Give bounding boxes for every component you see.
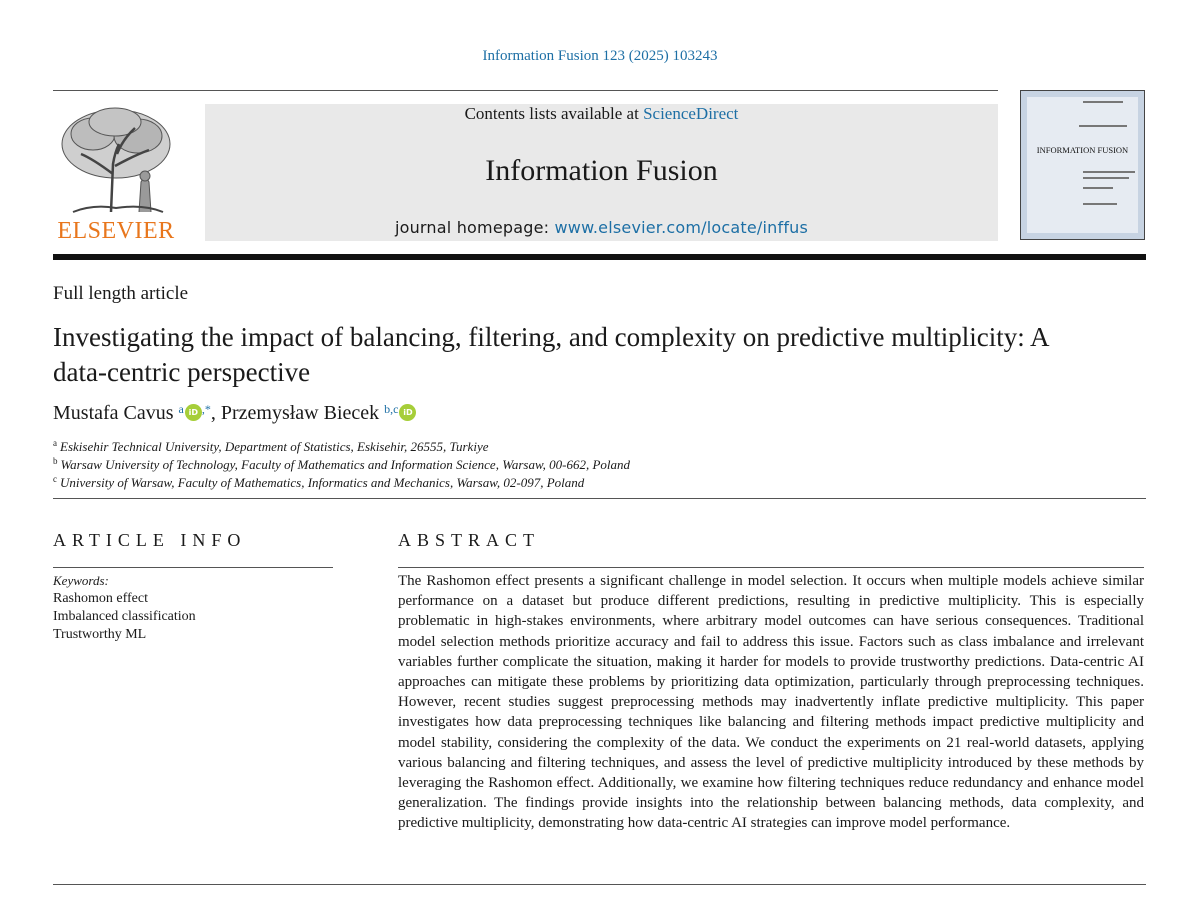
- keyword-item: Trustworthy ML: [53, 627, 147, 642]
- orcid-icon[interactable]: iD: [399, 404, 416, 421]
- bottom-divider: [53, 884, 1146, 885]
- publisher-logo[interactable]: [53, 104, 179, 244]
- contents-line: [205, 104, 998, 124]
- sciencedirect-link[interactable]: ScienceDirect: [643, 104, 739, 123]
- abstract-heading: ABSTRACT: [398, 530, 541, 550]
- elsevier-tree-icon: [53, 104, 179, 216]
- author-name[interactable]: Przemysław Biecek: [220, 402, 380, 424]
- journal-cover-image[interactable]: [1020, 90, 1145, 240]
- section-divider: [53, 498, 1146, 499]
- keyword-item: Imbalanced classification: [53, 609, 196, 624]
- header-divider: [53, 254, 1146, 260]
- corresponding-marker[interactable]: ,*: [201, 402, 211, 416]
- abstract-text: The Rashomon effect presents a significant challenge in model selection. It occurs when multiple models achieve similar performance on a dataset but produce different predictions, resulting in predictive multiplicity. This is especially problematic in high-stakes environments, where arbitrary model outcomes can have serious consequences. Traditional model selection methods prioritize accuracy and fail to address this issue. Factors such as class imbalance and irrelevant variables further complicate the situation, making it harder for models to provide trustworthy predictions. Data-centric AI approaches can mitigate these problems by prioritizing data optimization, particularly through preprocessing techniques. However, recent studies suggest preprocessing methods may inadvertently inflate predictive multiplicity. This paper investigates how data preprocessing techniques like balancing and filtering methods impact predictive multiplicity and model stability, considering the complexity of the data. We conduct the experiments on 21 real-world datasets, applying various balancing and filtering techniques, and assess the level of predictive multiplicity introduced by these methods by leveraging the Rashomon effect. Additionally, we examine how filtering techniques reduce redundancy and enhance model generalization. The findings provide insights into the relationship between balancing methods, data complexity, and predictive multiplicity, demonstrating how data-centric AI strategies can improve model performance.: [398, 573, 1144, 832]
- abstract-divider: [398, 567, 1144, 568]
- top-divider: [53, 90, 998, 91]
- homepage-link[interactable]: www.elsevier.com/locate/inffus: [554, 218, 809, 237]
- keywords-label: Keywords:: [53, 573, 109, 588]
- journal-banner: [205, 104, 998, 241]
- article-info-heading: ARTICLE INFO: [53, 530, 247, 550]
- article-type: Full length article: [53, 283, 189, 304]
- orcid-icon[interactable]: iD: [185, 404, 202, 421]
- homepage-line: [205, 218, 998, 237]
- homepage-prefix: journal homepage:: [394, 218, 555, 237]
- affiliation-b: $^b$ Warsaw University of Technology, Faculty of Mathematics and Information Science, Warsaw, 00-662, Poland: [53, 456, 631, 472]
- publisher-wordmark: ELSEVIER: [57, 218, 175, 244]
- author-name[interactable]: Mustafa Cavus: [53, 402, 174, 424]
- affiliation-marker[interactable]: b,c: [384, 402, 399, 416]
- author-separator: ,: [210, 402, 221, 424]
- cover-title: INFORMATION FUSION: [1036, 145, 1129, 155]
- contents-prefix: Contents lists available at: [464, 104, 644, 123]
- article-title: Investigating the impact of balancing, filtering, and complexity on predictive multiplicity: A data-centric perspective: [53, 322, 1049, 387]
- article-info-divider: [53, 567, 333, 568]
- affiliation-marker[interactable]: a: [178, 402, 184, 416]
- journal-reference[interactable]: Information Fusion 123 (2025) 103243: [482, 48, 718, 64]
- affiliation-a: $^a$ Eskisehir Technical University, Department of Statistics, Eskisehir, 26555, Turkiye: [53, 438, 489, 454]
- affiliation-c: $^c$ University of Warsaw, Faculty of Mathematics, Informatics and Mechanics, Warsaw, 02-097, Poland: [53, 474, 585, 490]
- keyword-item: Rashomon effect: [53, 591, 148, 606]
- author-list: [53, 402, 416, 425]
- journal-title: Information Fusion: [485, 154, 718, 187]
